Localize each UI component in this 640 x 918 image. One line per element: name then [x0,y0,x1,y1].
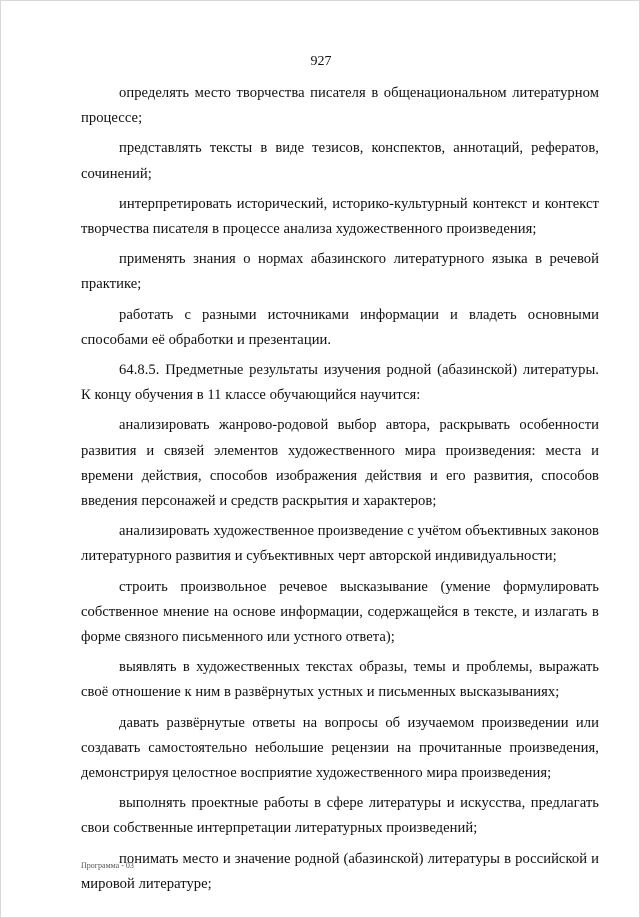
paragraph: анализировать художественное произведение с учётом объективных законов литературного развития и субъективных черт авторской индивидуальности; [81,523,599,565]
page-number: 927 [310,54,332,69]
paragraph: работать с разными источниками информации и владеть основными способами её обработки и презентации. [81,306,599,348]
paragraph: определять место творчества писателя в общенациональном литературном процессе; [81,85,599,127]
paragraph: выявлять в художественных текстах образы, темы и проблемы, выражать своё отношение к ним в развёрнутых устных и письменных высказываниях; [81,659,599,701]
paragraph: представлять тексты в виде тезисов, конспектов, аннотаций, рефератов, сочинений; [81,140,599,182]
footer-label: Программа - 03 [81,861,134,870]
paragraph: давать развёрнутые ответы на вопросы об изучаемом произведении или создавать самостоятельно небольшие рецензии на прочитанные произведения, демонстрируя целостное восприятие художественного мира произведения; [81,714,599,782]
paragraph: выполнять проектные работы в сфере литературы и искусства, предлагать свои собственные интерпретации литературных произведений; [81,795,599,837]
body-text [81,81,599,902]
paragraph: применять знания о нормах абазинского литературного языка в речевой практике; [81,251,599,293]
paragraph: интерпретировать исторический, историко-культурный контекст и контекст творчества писателя в процессе анализа художественного произведения; [81,195,599,238]
paragraph: строить произвольное речевое высказывание (умение формулировать собственное мнение на основе информации, содержащейся в тексте, и излагать в форме связного письменного или устного ответа); [81,578,599,646]
section-heading-paragraph: 64.8.5. Предметные результаты изучения родной (абазинской) литературы. К концу обучения в 11 классе обучающийся научится: [81,362,599,404]
paragraph: анализировать жанрово-родовой выбор автора, раскрывать особенности развития и связей элементов художественного мира произведения: места и времени действия, способов изображения действия и его развития, способов введения персонажей и средств раскрытия и характеров; [81,417,599,510]
paragraph: понимать место и значение родной (абазинской) литературы в российской и мировой литературе; [81,850,599,892]
